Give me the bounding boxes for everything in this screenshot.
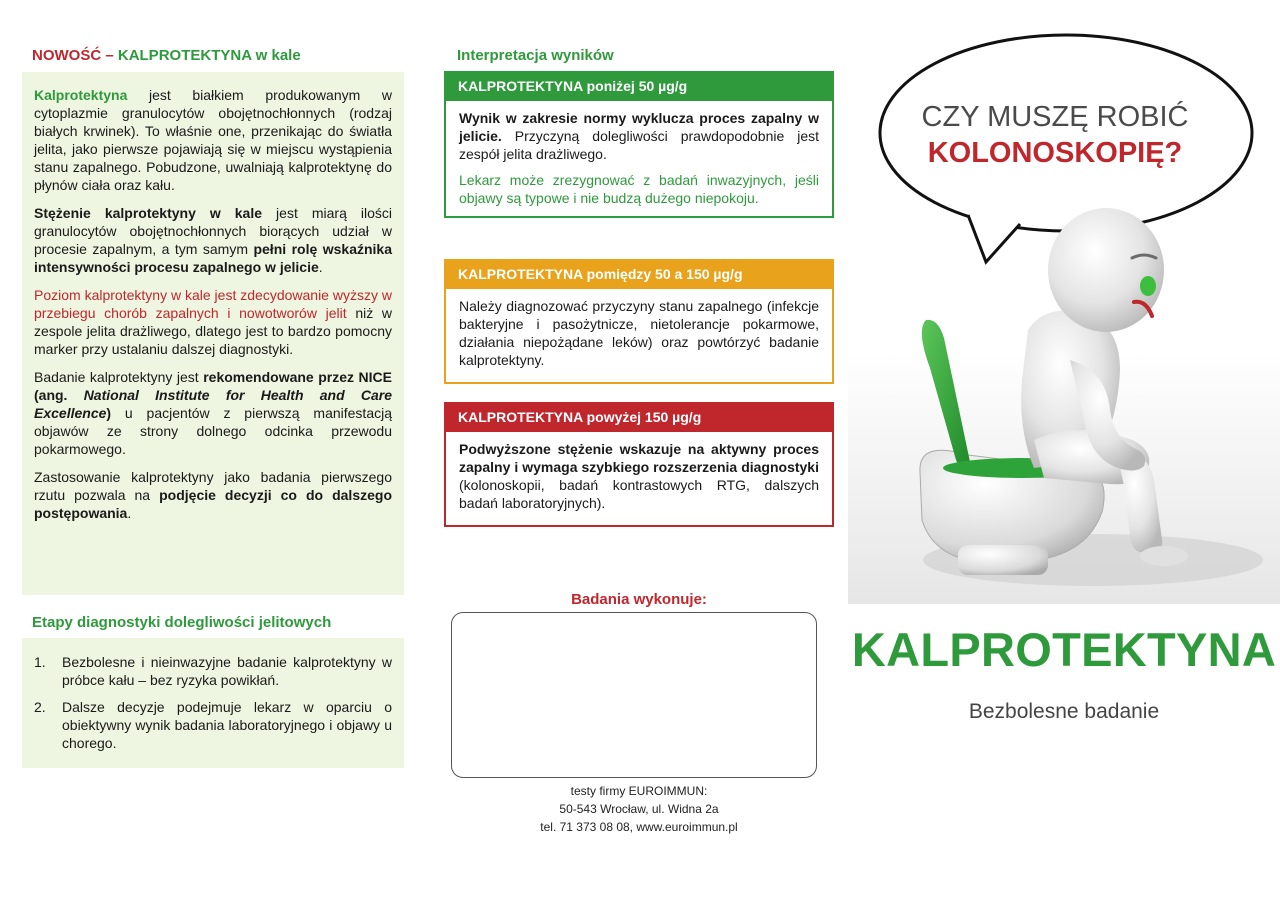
bubble-line-1: CZY MUSZĘ ROBIĆ bbox=[921, 101, 1189, 133]
result-low-note: Lekarz może zrezygnować z badań inwazyjnych, jeśli objawy są typowe i nie budzą dużego niepokoju. bbox=[459, 172, 819, 206]
cover-illustration bbox=[848, 0, 1280, 604]
intro-paragraph-1: Kalprotektyna jest białkiem produkowanym w cytoplazmie granulocytów obojętnochłonnych (rodzaj białych krwinek). To właśnie one, przenikając do światła jelita, jako pierwsze pojawiają się w miejscu wystąpienia stanu zapalnego. Pobudzone, uwalniają kalprotektynę do płynów ciała oraz kału. bbox=[34, 87, 392, 193]
intro-paragraph-2: Stężenie kalprotektyny w kale jest miarą ilości granulocytów obojętnochłonnych biorących udział w procesie zapalnym, a tym samym pełni rolę wskaźnika intensywności procesu zapalnego w jelicie. bbox=[34, 205, 392, 275]
footer-line-contact: tel. 71 373 08 08, www.euroimmun.pl bbox=[540, 820, 738, 834]
footer-line-address: 50-543 Wrocław, ul. Widna 2a bbox=[559, 802, 719, 816]
intro-box bbox=[22, 72, 404, 595]
result-mid-body: Należy diagnozować przyczyny stanu zapalnego (infekcje bakteryjne i pasożytnicze, nietolerancje pokarmowe, działania niepożądane leków) oraz powtórzyć badanie kalprotektyny. bbox=[444, 289, 834, 384]
result-box-high bbox=[444, 402, 834, 527]
list-item: 2. Dalsze decyzje podejmuje lekarz w oparciu o obiektywny wynik badania laboratoryjnego i objawy u chorego. bbox=[34, 699, 392, 751]
intro-paragraph-3: Poziom kalprotektyny w kale jest zdecydowanie wyższy w przebiegu chorób zapalnych i nowotworów jelit niż w zespole jelita drażliwego, dlatego jest to bardzo pomocny marker przy ustalaniu dalszej diagnostyki. bbox=[34, 287, 392, 357]
intro-paragraph-4: Badanie kalprotektyny jest rekomendowane przez NICE (ang. National Institute for Health and Care Excellence) u pacjentów z pierwszą manifestacją objawów ze strony dolnego odcinka przewodu pokarmowego. bbox=[34, 369, 392, 457]
new-title: KALPROTEKTYNA w kale bbox=[117, 47, 301, 64]
lab-stamp-box bbox=[451, 612, 817, 778]
new-section-heading bbox=[32, 47, 301, 64]
result-high-header: KALPROTEKTYNA powyżej 150 µg/g bbox=[444, 402, 834, 432]
bubble-question bbox=[880, 99, 1230, 171]
heading-dash: – bbox=[101, 47, 118, 64]
cover-subtitle: Bezbolesne badanie bbox=[968, 700, 1160, 723]
result-low-header: KALPROTEKTYNA poniżej 50 µg/g bbox=[444, 71, 834, 101]
result-box-low bbox=[444, 71, 834, 218]
company-footer bbox=[444, 782, 834, 836]
interpretation-heading: Interpretacja wyników bbox=[457, 47, 614, 64]
exec-label: Badania wykonuje: bbox=[571, 591, 707, 608]
intro-paragraph-5: Zastosowanie kalprotektyny jako badania pierwszego rzutu pozwala na podjęcie decyzji co do dalszego postępowania. bbox=[34, 469, 392, 521]
list-item: 1. Bezbolesne i nieinwazyjne badanie kalprotektyny w próbce kału – bez ryzyka powikłań. bbox=[34, 654, 392, 688]
footer-line-company: testy firmy EUROIMMUN: bbox=[570, 784, 708, 798]
cover-title: KALPROTEKTYNA bbox=[851, 623, 1277, 676]
bubble-line-2: KOLONOSKOPIĘ? bbox=[927, 137, 1183, 169]
etapy-list bbox=[34, 653, 392, 752]
result-mid-header: KALPROTEKTYNA pomiędzy 50 a 150 µg/g bbox=[444, 259, 834, 289]
result-low-body: Wynik w zakresie normy wyklucza proces zapalny w jelicie. Przyczyną dolegliwości prawdopodobnie jest zespół jelita drażliwego. Lekarz może zrezygnować z badań inwazyjnych, jeśli objawy są typowe i nie budzą dużego niepokoju. bbox=[444, 101, 834, 218]
kalprotektyna-term: Kalprotektyna bbox=[34, 87, 128, 103]
result-box-mid bbox=[444, 259, 834, 384]
etapy-heading: Etapy diagnostyki dolegliwości jelitowych bbox=[32, 614, 332, 631]
new-label: NOWOŚĆ bbox=[32, 47, 102, 64]
etapy-box bbox=[22, 638, 404, 768]
result-high-body: Podwyższone stężenie wskazuje na aktywny proces zapalny i wymaga szybkiego rozszerzenia diagnostyki (kolonoskopii, badań kontrastowych RTG, dalszych badań laboratoryjnych). bbox=[444, 432, 834, 527]
